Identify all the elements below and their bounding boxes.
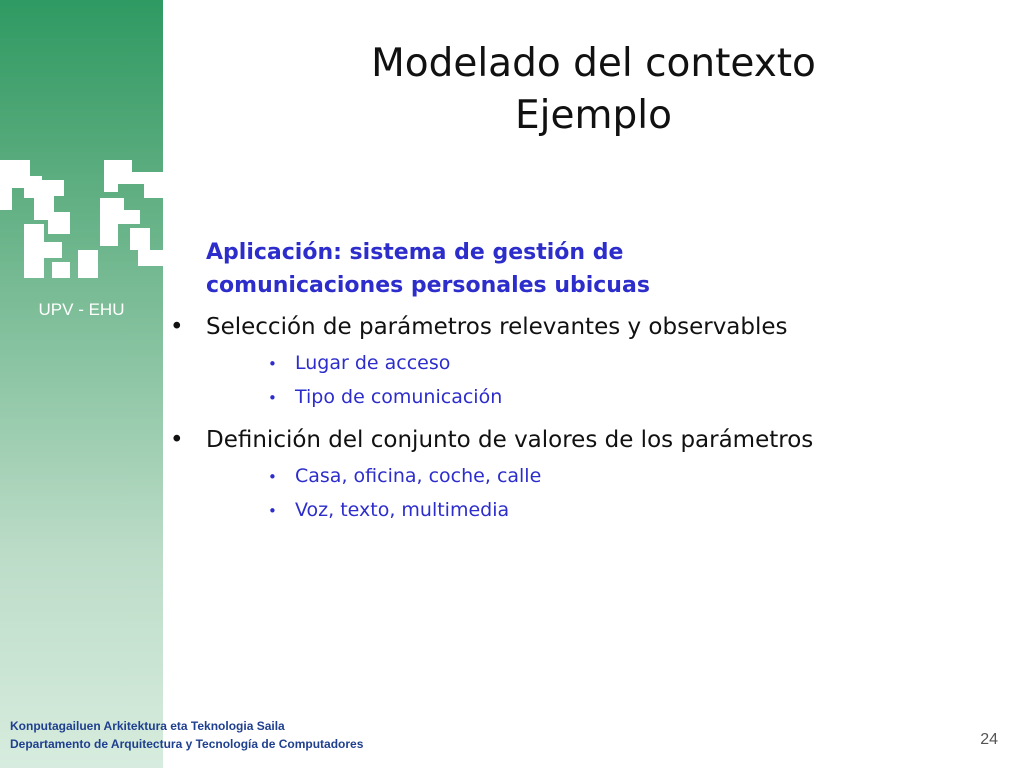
bullet-text: Definición del conjunto de valores de los parámetros — [206, 427, 814, 453]
slide-title — [163, 38, 1024, 142]
bullet-icon: • — [268, 502, 277, 520]
bullet-icon: • — [170, 427, 184, 453]
sub-bullet-item — [268, 460, 998, 494]
slide-content — [168, 236, 998, 534]
bullet-item — [168, 424, 998, 456]
sub-bullet-item — [268, 347, 998, 381]
sub-bullet-text: Voz, texto, multimedia — [295, 499, 510, 521]
sub-bullet-text: Lugar de acceso — [295, 352, 451, 374]
bullet-icon: • — [170, 314, 184, 340]
sub-bullet-item — [268, 381, 998, 415]
slide-subtitle-line-1: Aplicación: sistema de gestión de — [206, 240, 624, 265]
footer — [10, 717, 363, 753]
sub-bullet-text: Tipo de comunicación — [295, 386, 503, 408]
page-number: 24 — [980, 731, 998, 748]
footer-department-spanish: Departamento de Arquitectura y Tecnología de Computadores — [10, 737, 364, 751]
footer-department-basque: Konputagailuen Arkitektura eta Teknologia Saila — [10, 719, 285, 733]
bullet-item — [168, 311, 998, 343]
bullet-icon: • — [268, 389, 277, 407]
bullet-icon: • — [268, 468, 277, 486]
slide-title-line-2: Ejemplo — [515, 93, 672, 138]
bullet-icon: • — [268, 355, 277, 373]
slide-title-line-1: Modelado del contexto — [371, 41, 816, 86]
bullet-text: Selección de parámetros relevantes y observables — [206, 314, 788, 340]
sub-bullet-text: Casa, oficina, coche, calle — [295, 465, 542, 487]
upv-ehu-logo-icon — [0, 154, 163, 278]
sub-bullet-list — [168, 460, 998, 528]
slide-subtitle-line-2: comunicaciones personales ubicuas — [206, 273, 650, 298]
slide-subtitle — [206, 236, 998, 302]
sidebar — [0, 0, 163, 768]
organization-name: UPV - EHU — [38, 300, 125, 319]
sub-bullet-list — [168, 347, 998, 415]
sub-bullet-item — [268, 494, 998, 528]
